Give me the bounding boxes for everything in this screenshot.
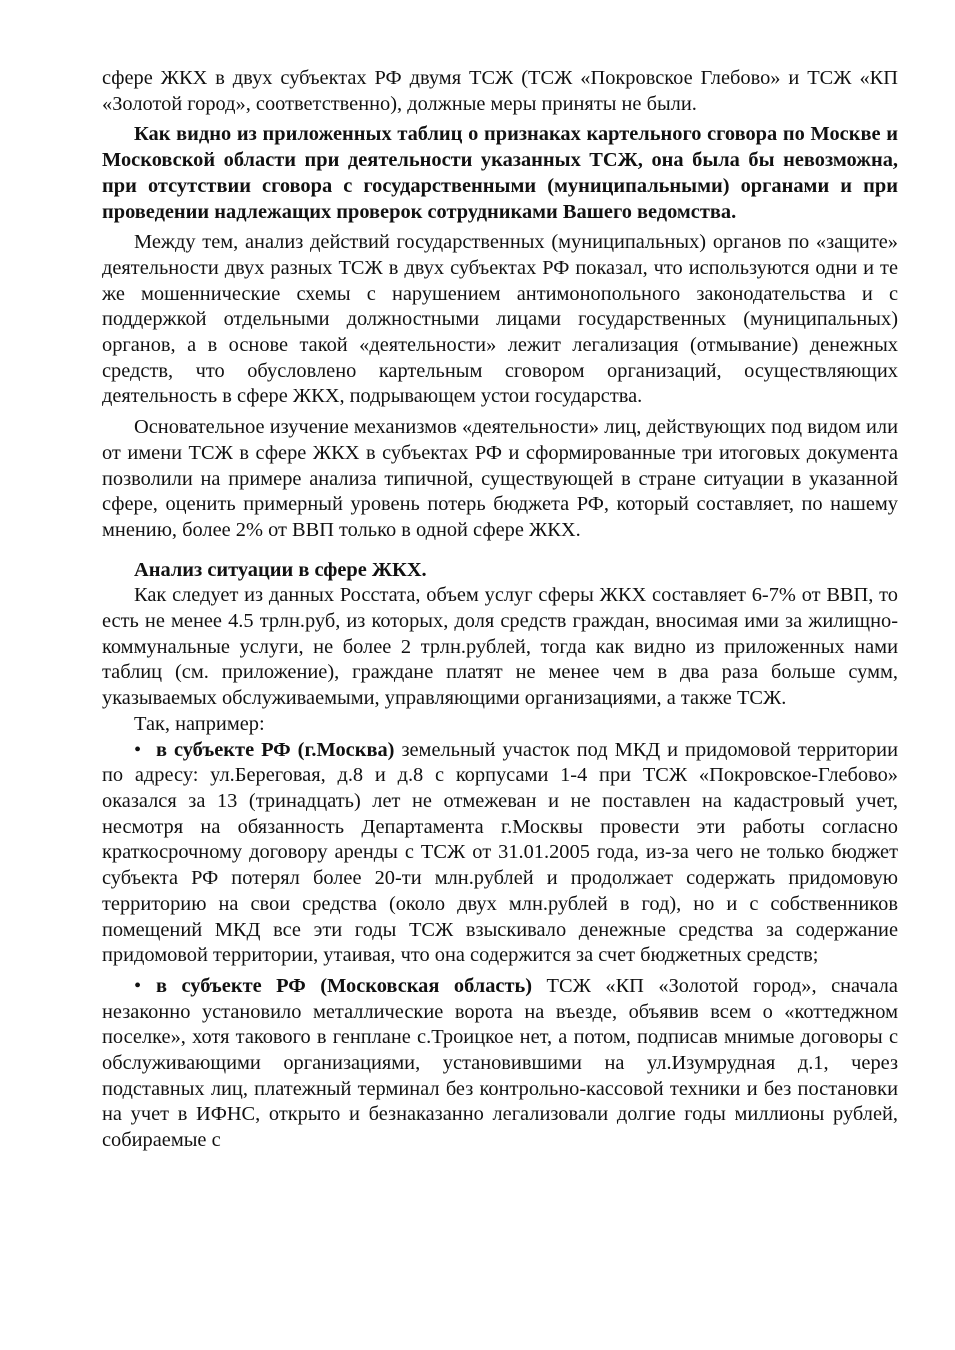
document-page bbox=[102, 66, 898, 1154]
paragraph-rosstat: Как следует из данных Росстата, объем услуг сферы ЖКХ составляет 6-7% от ВВП, то есть не менее 4.5 трлн.руб, из которых, доля средств граждан, вносимая ими за жилищно-коммунальные услуги, не более 2 трлн.рублей, тогда как видно из приложенных нами таблиц (см. приложение), граждане платят не менее чем в два раза больше сумм, указываемых обслуживаемыми, управляющими организациями, а также ТСЖ. bbox=[102, 584, 898, 710]
bullet-icon: • bbox=[134, 974, 142, 997]
bullet-text: ТСЖ «КП «Золотой город», сначала незаконно установило металлические ворота на въезде, объявив всем о «коттеджном поселке», хотя такового в генплане с.Троицкое нет, а потом, подписав мнимые договоры с обслуживающими организациями, установившими на ул.Изумрудная д.1, через подставных лиц, платежный терминал без контрольно-кассовой техники и без постановки на учет в ИФНС, открыто и безнаказанно легализовали долгие годы миллионы рублей, собираемые с bbox=[102, 974, 898, 1152]
paragraph-study: Основательное изучение механизмов «деятельности» лиц, действующих под видом или от имени ТСЖ в сфере ЖКХ в субъектах РФ и сформированные три итоговых документа позволили на примере анализа типичной, существующей в стране ситуации в указанной сфере, оценить примерный уровень потерь бюджета РФ, который составляет, по нашему мнению, более 2% от ВВП только в одной сфере ЖКХ. bbox=[102, 416, 898, 541]
bullet-lead: в субъекте РФ (г.Москва) bbox=[156, 738, 395, 761]
paragraph-bold-statement: Как видно из приложенных таблиц о признаках картельного сговора по Москве и Московской области при деятельности указанных ТСЖ, она была бы невозможна, при отсутствии сговора с государственными (муниципальными) органами и при проведении надлежащих проверок сотрудниками Вашего ведомства. bbox=[102, 123, 898, 223]
bullet-icon: • bbox=[134, 738, 142, 761]
bullet-item-moscow-region bbox=[102, 974, 898, 1154]
bullet-item-moscow bbox=[102, 738, 898, 969]
paragraph-analysis: Между тем, анализ действий государственных (муниципальных) органов по «защите» деятельности двух разных ТСЖ в двух субъектах РФ показал, что используются одни и те же мошеннические схемы с нарушением антимонопольного законодательства и с поддержкой отдельными должностными лицами государственных (муниципальных) органов, а в основе такой «деятельности» лежит легализация (отмывание) денежных средств, что обусловлено картельным сговором организаций, осуществляющих деятельность в сфере ЖКХ, подрывающем устои государства. bbox=[102, 231, 898, 408]
paragraph-example-intro: Так, например: bbox=[134, 712, 265, 735]
section-heading: Анализ ситуации в сфере ЖКХ. bbox=[134, 558, 427, 581]
bullet-text: земельный участок под МКД и придомовой территории по адресу: ул.Береговая, д.8 и д.8 с корпусами 1-4 при ТСЖ «Покровское-Глебово» оказался за 13 (тринадцать) лет не отмежеван и не поставлен на кадастровый учет, несмотря на обязанность Департамента г.Москвы провести эти работы согласно краткосрочному договору аренды с ТСЖ от 31.01.2005 года, из-за чего не только бюджет субъекта РФ потерял более 20-ти млн.рублей и продолжает содержать придомовую территорию на свои средства (около двух млн.рублей в год), но и с собственников помещений МКД все эти годы ТСЖ взыскивало денежные средства за содержание придомовой территории, утаивая, что она содержится за счет бюджетных средств; bbox=[102, 738, 899, 967]
paragraph-continuation: сфере ЖКХ в двух субъектах РФ двумя ТСЖ (ТСЖ «Покровское Глебово» и ТСЖ «КП «Золотой город», соответственно), должные меры приняты не были. bbox=[102, 67, 898, 115]
bullet-lead: в субъекте РФ (Московская область) bbox=[156, 974, 533, 997]
